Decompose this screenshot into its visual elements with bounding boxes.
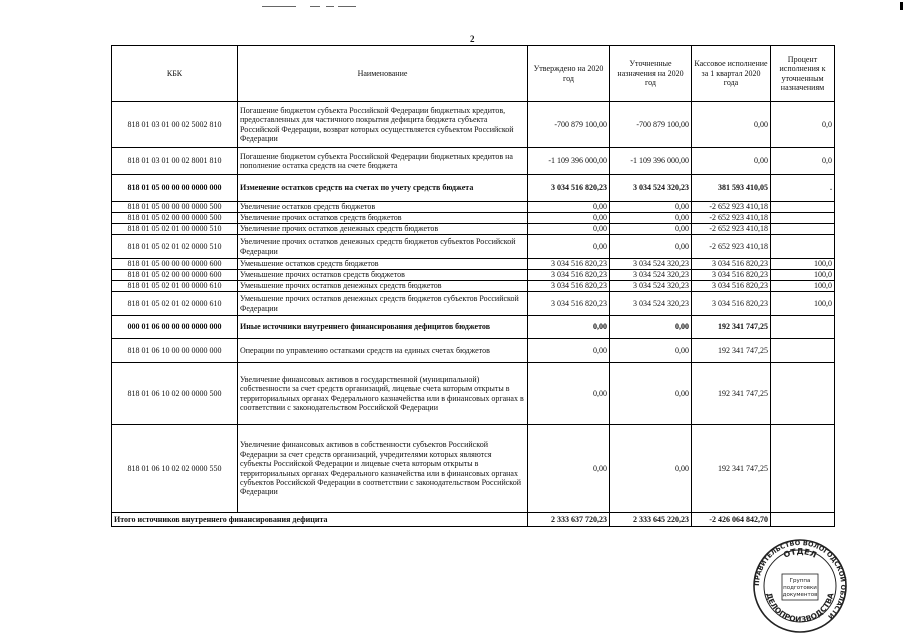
cell-approved: 0,00 (528, 224, 610, 235)
total-label: Итого источников внутреннего финансирования дефицита (112, 513, 528, 527)
cell-percent (771, 202, 835, 213)
cell-cash: 0,00 (692, 102, 771, 148)
table-row (112, 102, 835, 148)
cell-kbk: 818 01 05 02 01 02 0000 510 (112, 235, 238, 259)
cell-cash: 381 593 410,05 (692, 175, 771, 202)
table-row (112, 363, 835, 425)
table-row (112, 316, 835, 339)
table-row (112, 292, 835, 316)
header-kbk: КБК (112, 46, 238, 102)
cell-cash: 0,00 (692, 148, 771, 175)
cell-percent (771, 363, 835, 425)
cell-percent: 100,0 (771, 281, 835, 292)
cell-approved: 3 034 516 820,23 (528, 270, 610, 281)
cell-approved: 0,00 (528, 213, 610, 224)
cell-kbk: 818 01 06 10 02 00 0000 500 (112, 363, 238, 425)
scan-mark (310, 6, 320, 7)
cell-name: Погашение бюджетом субъекта Российской Федерации бюджетных кредитов на пополнение остатка средств на счете бюджета (238, 148, 528, 175)
scan-mark (262, 6, 296, 7)
cell-refined: 3 034 524 320,23 (610, 175, 692, 202)
table-row (112, 213, 835, 224)
table-row (112, 235, 835, 259)
cell-cash: 3 034 516 820,23 (692, 292, 771, 316)
cell-kbk: 818 01 05 02 00 00 0000 600 (112, 270, 238, 281)
cell-approved: -700 879 100,00 (528, 102, 610, 148)
table-row (112, 148, 835, 175)
header-refined: Уточненные назначения на 2020 год (610, 46, 692, 102)
table-row (112, 425, 835, 513)
scan-corner-mark (900, 2, 903, 10)
cell-approved: 0,00 (528, 235, 610, 259)
cell-refined: 0,00 (610, 339, 692, 363)
cell-percent (771, 339, 835, 363)
stamp-ring-text: ПРАВИТЕЛЬСТВО ВОЛОГОДСКОЙ ОБЛАСТИ (752, 538, 848, 621)
cell-approved: 3 034 516 820,23 (528, 281, 610, 292)
cell-kbk: 818 01 05 02 01 02 0000 610 (112, 292, 238, 316)
header-percent: Процент исполнения к уточненным назначениям (771, 46, 835, 102)
cell-cash: 3 034 516 820,23 (692, 281, 771, 292)
total-approved: 2 333 637 720,23 (528, 513, 610, 527)
page-number: 2 (470, 34, 475, 44)
table-row (112, 339, 835, 363)
cell-approved: 0,00 (528, 339, 610, 363)
cell-name: Уменьшение остатков средств бюджетов (238, 259, 528, 270)
cell-name: Изменение остатков средств на счетах по учету средств бюджета (238, 175, 528, 202)
cell-percent (771, 224, 835, 235)
cell-cash: 3 034 516 820,23 (692, 259, 771, 270)
cell-percent (771, 235, 835, 259)
stamp-center-line: Группа (789, 578, 811, 584)
cell-kbk: 818 01 03 01 00 02 5002 810 (112, 102, 238, 148)
cell-refined: -1 109 396 000,00 (610, 148, 692, 175)
cell-approved: 0,00 (528, 316, 610, 339)
cell-refined: 0,00 (610, 425, 692, 513)
table-row (112, 259, 835, 270)
cell-approved: 3 034 516 820,23 (528, 292, 610, 316)
cell-name: Иные источники внутреннего финансирования дефицитов бюджетов (238, 316, 528, 339)
cell-kbk: 818 01 05 00 00 00 0000 600 (112, 259, 238, 270)
cell-kbk: 818 01 05 00 00 00 0000 000 (112, 175, 238, 202)
cell-approved: 3 034 516 820,23 (528, 259, 610, 270)
cell-cash: 3 034 516 820,23 (692, 270, 771, 281)
cell-approved: 0,00 (528, 202, 610, 213)
cell-approved: 0,00 (528, 363, 610, 425)
total-percent (771, 513, 835, 527)
cell-approved: 3 034 516 820,23 (528, 175, 610, 202)
cell-kbk: 818 01 06 10 00 00 0000 000 (112, 339, 238, 363)
cell-refined: 0,00 (610, 224, 692, 235)
stamp-top-text: ОТДЕЛ (782, 546, 818, 560)
header-approved: Утверждено на 2020 год (528, 46, 610, 102)
total-cash: -2 426 064 842,70 (692, 513, 771, 527)
cell-refined: 0,00 (610, 235, 692, 259)
cell-percent: 0,0 (771, 102, 835, 148)
cell-refined: 0,00 (610, 316, 692, 339)
cell-refined: 3 034 524 320,23 (610, 270, 692, 281)
cell-approved: -1 109 396 000,00 (528, 148, 610, 175)
cell-cash: 192 341 747,25 (692, 316, 771, 339)
cell-percent: . (771, 175, 835, 202)
cell-kbk: 818 01 05 02 01 00 0000 610 (112, 281, 238, 292)
cell-kbk: 818 01 05 02 01 00 0000 510 (112, 224, 238, 235)
cell-name: Уменьшение прочих остатков средств бюджетов (238, 270, 528, 281)
cell-name: Увеличение прочих остатков денежных средств бюджетов субъектов Российской Федерации (238, 235, 528, 259)
table-row (112, 175, 835, 202)
cell-name: Операции по управлению остатками средств на единых счетах бюджетов (238, 339, 528, 363)
cell-name: Погашение бюджетом субъекта Российской Федерации бюджетных кредитов, предоставленных для частичного покрытия дефицита бюджета субъекта Российской Федерации, возврат которых осуществляется субъектом Российской Федерации (238, 102, 528, 148)
table-row (112, 202, 835, 213)
cell-kbk: 818 01 05 00 00 00 0000 500 (112, 202, 238, 213)
cell-refined: 0,00 (610, 363, 692, 425)
scan-mark (326, 6, 334, 7)
total-refined: 2 333 645 220,23 (610, 513, 692, 527)
cell-approved: 0,00 (528, 425, 610, 513)
cell-kbk: 818 01 03 01 00 02 8001 810 (112, 148, 238, 175)
cell-cash: 192 341 747,25 (692, 425, 771, 513)
cell-kbk: 000 01 06 00 00 00 0000 000 (112, 316, 238, 339)
cell-percent (771, 425, 835, 513)
cell-percent: 0,0 (771, 148, 835, 175)
cell-refined: 3 034 524 320,23 (610, 259, 692, 270)
cell-cash: -2 652 923 410,18 (692, 224, 771, 235)
cell-percent: 100,0 (771, 259, 835, 270)
cell-cash: 192 341 747,25 (692, 339, 771, 363)
header-name: Наименование (238, 46, 528, 102)
table-total-row (112, 513, 835, 527)
cell-cash: 192 341 747,25 (692, 363, 771, 425)
cell-refined: 3 034 524 320,23 (610, 292, 692, 316)
office-stamp (752, 538, 848, 634)
stamp-center-line: подготовки (783, 585, 817, 591)
cell-cash: -2 652 923 410,18 (692, 202, 771, 213)
scan-mark (338, 6, 356, 7)
cell-percent: 100,0 (771, 292, 835, 316)
cell-refined: 3 034 524 320,23 (610, 281, 692, 292)
cell-name: Увеличение финансовых активов в государственной (муниципальной) собственности за счет средств организаций, лицевые счета которым открыты в территориальных органах Федерального казначейства или в финансовых органах в соответствии с законодательством Российской Федерации (238, 363, 528, 425)
cell-name: Увеличение финансовых активов в собственности субъектов Российской Федерации за счет средств организаций, учредителями которых являются субъекты Российской Федерации и лицевые счета которым открыты в территориальных органах Федерального казначейства или в финансовых органах субъектов Российской Федерации в соответствии с законодательством Российской Федерации (238, 425, 528, 513)
cell-name: Увеличение прочих остатков средств бюджетов (238, 213, 528, 224)
stamp-center-line: документов (782, 592, 818, 598)
cell-refined: -700 879 100,00 (610, 102, 692, 148)
header-cash-execution: Кассовое исполнение за 1 квартал 2020 года (692, 46, 771, 102)
cell-cash: -2 652 923 410,18 (692, 235, 771, 259)
cell-percent: 100,0 (771, 270, 835, 281)
table-row (112, 270, 835, 281)
table-row (112, 281, 835, 292)
stamp-bottom-text: ДЕЛОПРОИЗВОДСТВА (764, 591, 836, 625)
cell-kbk: 818 01 05 02 00 00 0000 500 (112, 213, 238, 224)
cell-refined: 0,00 (610, 202, 692, 213)
cell-cash: -2 652 923 410,18 (692, 213, 771, 224)
cell-percent (771, 213, 835, 224)
cell-name: Уменьшение прочих остатков денежных средств бюджетов субъектов Российской Федерации (238, 292, 528, 316)
cell-name: Увеличение остатков средств бюджетов (238, 202, 528, 213)
table-row (112, 224, 835, 235)
cell-name: Уменьшение прочих остатков денежных средств бюджетов (238, 281, 528, 292)
cell-kbk: 818 01 06 10 02 02 0000 550 (112, 425, 238, 513)
table-header-row (112, 46, 835, 102)
cell-refined: 0,00 (610, 213, 692, 224)
budget-sources-table (111, 45, 835, 527)
cell-percent (771, 316, 835, 339)
cell-name: Увеличение прочих остатков денежных средств бюджетов (238, 224, 528, 235)
